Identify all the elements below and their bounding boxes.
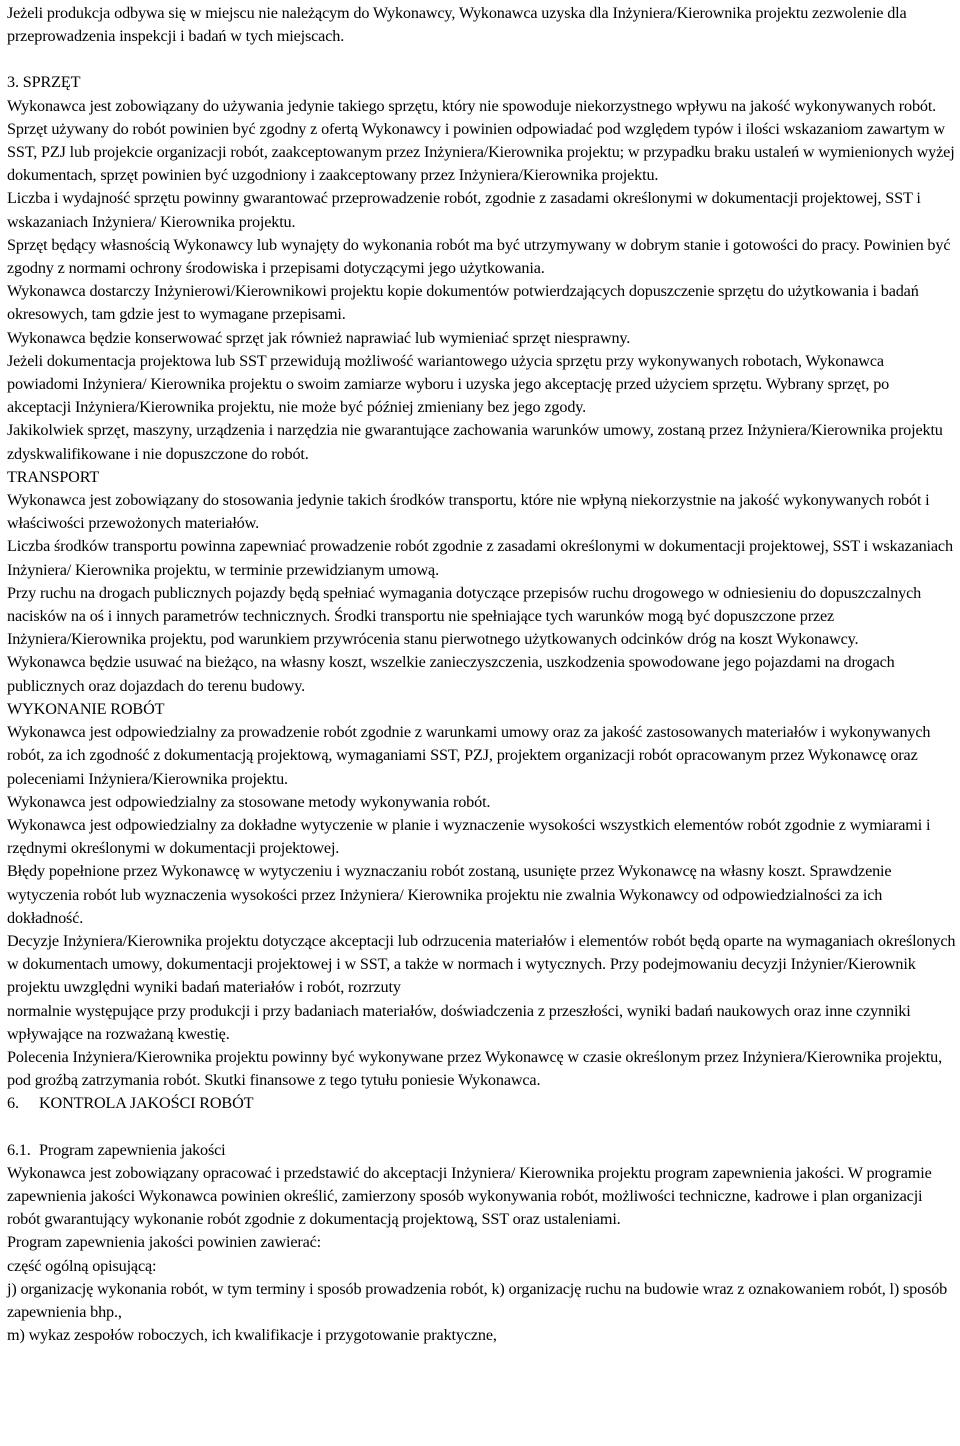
paragraph: Sprzęt będący własnością Wykonawcy lub wynajęty do wykonania robót ma być utrzymywany w dobrym stanie i gotowości do pracy. Powinien być zgodny z normami ochrony środowiska i przepisami dotyczącymi jego użytkowania. — [7, 235, 951, 278]
paragraph: Wykonawca jest odpowiedzialny za prowadzenie robót zgodnie z warunkami umowy oraz za jakość zastosowanych materiałów i wykonywanych robót, za ich zgodność z dokumentacją projektową, wymaganiami SST, PZJ, projektem organizacji robót opracowanym przez Wykonawcę oraz poleceniami Inżyniera/Kierownika projektu. — [7, 723, 931, 788]
subsection-title: Program zapewnienia jakości — [39, 1140, 226, 1159]
paragraph: Jeżeli dokumentacja projektowa lub SST przewidują możliwość wariantowego użycia sprzętu przy wykonywanych robotach, Wykonawca powiadomi Inżyniera/ Kierownika projektu o swoim zamiarze wyboru i uzyska jego akceptację przed użyciem sprzętu. Wybrany sprzęt, po akceptacji Inżyniera/Kierownika projektu, nie może być później zmieniany bez jego zgody. — [7, 351, 890, 417]
paragraph: Wykonawca będzie usuwać na bieżąco, na własny koszt, wszelkie zanieczyszczenia, uszkodzenia spowodowane jego pojazdami na drogach publicznych oraz dojazdach do terenu budowy. — [7, 653, 895, 695]
paragraph: Wykonawca będzie konserwować sprzęt jak również naprawiać lub wymieniać sprzęt niesprawny. — [7, 328, 631, 347]
paragraph: normalnie występujące przy produkcji i przy badaniach materiałów, doświadczenia z przeszłości, wyniki badań naukowych oraz inne czynniki wpływające na rozważaną kwestię. — [7, 1001, 911, 1043]
section-number: 6. — [7, 1094, 19, 1113]
section-heading-sprzet: 3. SPRZĘT — [7, 73, 81, 92]
paragraph: Program zapewnienia jakości powinien zawierać: — [7, 1233, 322, 1252]
paragraph: Jakikolwiek sprzęt, maszyny, urządzenia i narzędzia nie gwarantujące zachowania warunków umowy, zostaną przez Inżyniera/Kierownika projektu zdyskwalifikowane i nie dopuszczone do robót. — [7, 421, 943, 463]
paragraph: Wykonawca jest zobowiązany do używania jedynie takiego sprzętu, który nie spowoduje niekorzystnego wpływu na jakość wykonywanych robót. Sprzęt używany do robót powinien być zgodny z ofertą Wykonawcy i powinien odpowiadać pod względem typów i ilości wskazaniom zawartym w SST, PZJ lub projekcie organizacji robót, zaakceptowanym przez Inżyniera/Kierownika projektu; w przypadku braku ustaleń w wymienionych wyżej dokumentach, sprzęt powinien być uzgodniony i zaakceptowany przez Inżyniera/Kierownika projektu. — [7, 96, 955, 185]
section-title: KONTROLA JAKOŚCI ROBÓT — [39, 1094, 254, 1113]
paragraph: część ogólną opisującą: — [7, 1256, 157, 1275]
paragraph: Wykonawca jest odpowiedzialny za stosowane metody wykonywania robót. — [7, 792, 491, 811]
paragraph: Wykonawca jest zobowiązany opracować i przedstawić do akceptacji Inżyniera/ Kierownika projektu program zapewnienia jakości. W programie zapewnienia jakości Wykonawca powinien określić, zamierzony sposób wykonywania robót, możliwości techniczne, kadrowe i plan organizacji robót gwarantujący wykonanie robót zgodnie z dokumentacją projektową, SST oraz ustaleniami. — [7, 1163, 932, 1229]
subsection-number: 6.1. — [7, 1140, 31, 1159]
list-item: m) wykaz zespołów roboczych, ich kwalifikacje i przygotowanie praktyczne, — [7, 1326, 497, 1345]
paragraph: Błędy popełnione przez Wykonawcę w wytyczeniu i wyznaczaniu robót zostaną, usunięte przez Wykonawcę na własny koszt. Sprawdzenie wytyczenia robót lub wyznaczenia wysokości przez Inżyniera/ Kierownika projektu nie zwalnia Wykonawcy od odpowiedzialności za ich dokładność. — [7, 862, 892, 927]
paragraph: Jeżeli produkcja odbywa się w miejscu nie należącym do Wykonawcy, Wykonawca uzyska dla Inżyniera/Kierownika projektu zezwolenie dla przeprowadzenia inspekcji i badań w tych miejscach. — [7, 4, 907, 46]
subsection-heading-program-jakosci — [7, 1139, 956, 1162]
paragraph: Wykonawca jest zobowiązany do stosowania jedynie takich środków transportu, które nie wpłyną niekorzystnie na jakość wykonywanych robót i właściwości przewożonych materiałów. — [7, 491, 930, 533]
paragraph: Liczba środków transportu powinna zapewniać prowadzenie robót zgodnie z zasadami określonymi w dokumentacji projektowej, SST i wskazaniach Inżyniera/ Kierownika projektu, w terminie przewidzianym umową. — [7, 537, 953, 579]
paragraph: Liczba i wydajność sprzętu powinny gwarantować przeprowadzenie robót, zgodnie z zasadami określonymi w dokumentacji projektowej, SST i wskazaniach Inżyniera/ Kierownika projektu. — [7, 189, 921, 231]
paragraph: Wykonawca dostarczy Inżynierowi/Kierownikowi projektu kopie dokumentów potwierdzających dopuszczenie sprzętu do użytkowania i badań okresowych, tam gdzie jest to wymagane przepisami. — [7, 282, 919, 324]
paragraph: Decyzje Inżyniera/Kierownika projektu dotyczące akceptacji lub odrzucenia materiałów i elementów robót będą oparte na wymaganiach określonych w dokumentach umowy, dokumentacji projektowej i w SST, a także w normach i wytycznych. Przy podejmowaniu decyzji Inżynier/Kierownik projektu uwzględni wyniki badań materiałów i robót, rozrzuty — [7, 931, 956, 997]
section-heading-kontrola-jakosci — [7, 1092, 956, 1115]
paragraph: Wykonawca jest odpowiedzialny za dokładne wytyczenie w planie i wyznaczenie wysokości wszystkich elementów robót zgodnie z wymiarami i rzędnymi określonymi w dokumentacji projektowej. — [7, 815, 931, 858]
section-heading-wykonanie-robot: WYKONANIE ROBÓT — [7, 699, 165, 718]
section-heading-transport: TRANSPORT — [7, 467, 100, 486]
list-item: j) organizację wykonania robót, w tym terminy i sposób prowadzenia robót, k) organizację ruchu na budowie wraz z oznakowaniem robót, l) sposób zapewnienia bhp., — [7, 1279, 948, 1321]
paragraph: Polecenia Inżyniera/Kierownika projektu powinny być wykonywane przez Wykonawcę w czasie określonym przez Inżyniera/Kierownika projektu, pod groźbą zatrzymania robót. Skutki finansowe z tego tytułu poniesie Wykonawca. — [7, 1047, 942, 1090]
paragraph: Przy ruchu na drogach publicznych pojazdy będą spełniać wymagania dotyczące przepisów ruchu drogowego w odniesieniu do dopuszczalnych nacisków na oś i innych parametrów technicznych. Środki transportu nie spełniające tych warunków mogą być dopuszczone przez Inżyniera/Kierownika projektu, pod warunkiem przywrócenia stanu pierwotnego użytkowanych odcinków dróg na koszt Wykonawcy. — [7, 583, 922, 649]
